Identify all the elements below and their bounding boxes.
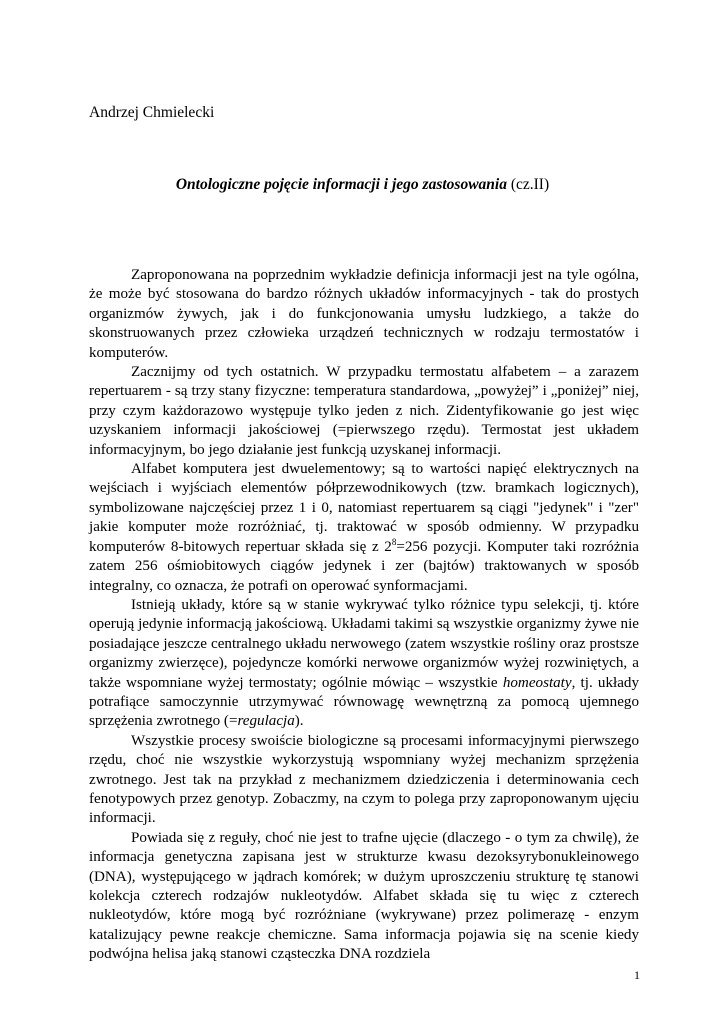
paragraph-4-part-b: , tj. układy potrafiące samoczynnie utrzymywać równowagę wewnętrzną za pomocą ujemnego sprzężenia zwrotnego (= bbox=[89, 674, 639, 730]
paragraph-4-part-a: Istnieją układy, które są w stanie wykrywać tylko różnice typu selekcji, tj. które operują jedynie informacją jakościową. Układami takimi są wszystkie organizmy żywe nie posiadające jeszcze centralnego układu nerwowego (zatem wszystkie rośliny oraz prostsze organizmy zwierzęce), pojedyncze komórki nerwowe organizmów wyżej rozwiniętych, a także wspomniane wyżej termostaty; ogólnie mówiąc – wszystkie bbox=[89, 596, 639, 691]
exponent: 8 bbox=[391, 536, 397, 547]
title-main: Ontologiczne pojęcie informacji i jego zastosowania bbox=[175, 176, 507, 193]
paragraph-4 bbox=[89, 596, 639, 732]
paragraph-3-part-a: Alfabet komputera jest dwuelementowy; są to wartości napięć elektrycznych na wejściach i wyjściach elementów półprzewodnikowych (tzw. bramkach logicznych), symbolizowane najczęściej przez 1 i 0, natomiast repertuarem są ciągi "jedynek" i "zer" jakie komputer może rozróżniać, tj. traktować w sposób odmienny. W przypadku komputerów 8-bitowych repertuar składa się z 2 bbox=[89, 461, 639, 555]
paragraph-3 bbox=[89, 460, 639, 596]
title-suffix: (cz.II) bbox=[506, 176, 550, 193]
author-name: Andrzej Chmielecki bbox=[89, 104, 215, 121]
document-body bbox=[89, 266, 639, 965]
paragraph-5: Wszystkie procesy swoiście biologiczne są procesami informacyjnymi pierwszego rzędu, choć nie wszystkie wykorzystują wspomniany wyżej mechanizm sprzężenia zwrotnego. Jest tak na przykład z mechanizmem dziedziczenia i determinowania cech fenotypowych przez genotyp. Zobaczmy, na czym to polega przy zaproponowanym ujęciu informacji. bbox=[89, 732, 639, 827]
document-title bbox=[0, 175, 725, 194]
paragraph-6: Powiada się z reguły, choć nie jest to trafne ujęcie (dlaczego - o tym za chwilę), że informacja genetyczna zapisana jest w strukturze kwasu dezoksyrybonukleinowego (DNA), występującego w jądrach komórek; w dużym uproszczeniu strukturę tę stanowi kolekcja czterech rodzajów nukleotydów. Alfabet składa się tu więc z czterech nukleotydów, które mogą być rozróżniane (wykrywane) przez polimerazę - enzym katalizujący pewne reakcje chemiczne. Sama informacja pojawia się na scenie kiedy podwójna helisa jaką stanowi cząsteczka DNA rozdziela bbox=[89, 829, 639, 963]
term-regulacja: regulacja bbox=[237, 713, 295, 730]
paragraph-4-part-c: ). bbox=[294, 713, 304, 730]
page-number: 1 bbox=[634, 968, 640, 982]
paragraph-2: Zacznijmy od tych ostatnich. W przypadku termostatu alfabetem – a zarazem repertuarem - są trzy stany fizyczne: temperatura standardowa, „powyżej” i „poniżej” niej, przy czym każdorazowo występuje tylko jeden z nich. Zidentyfikowanie go jest więc uzyskaniem informacji jakościowej (=pierwszego rzędu). Termostat jest układem informacyjnym, bo jego działanie jest funkcją uzyskanej informacji. bbox=[89, 364, 639, 458]
term-homeostaty: homeostaty bbox=[502, 674, 572, 691]
paragraph-1: Zaproponowana na poprzednim wykładzie definicja informacji jest na tyle ogólna, że może być stosowana do bardzo różnych układów informacyjnych - tak do prostych organizmów żywych, jak i do funkcjonowania umysłu ludzkiego, a także do skonstruowanych przez człowieka urządzeń technicznych w rodzaju termostatów i komputerów. bbox=[89, 267, 639, 361]
paragraph-3-part-b: =256 pozycji. Komputer taki rozróżnia zatem 256 ośmiobitowych ciągów jedynek i zer (bajtów) traktowanych w sposób integralny, co oznacza, że potrafi on operować synformacjami. bbox=[89, 538, 639, 594]
